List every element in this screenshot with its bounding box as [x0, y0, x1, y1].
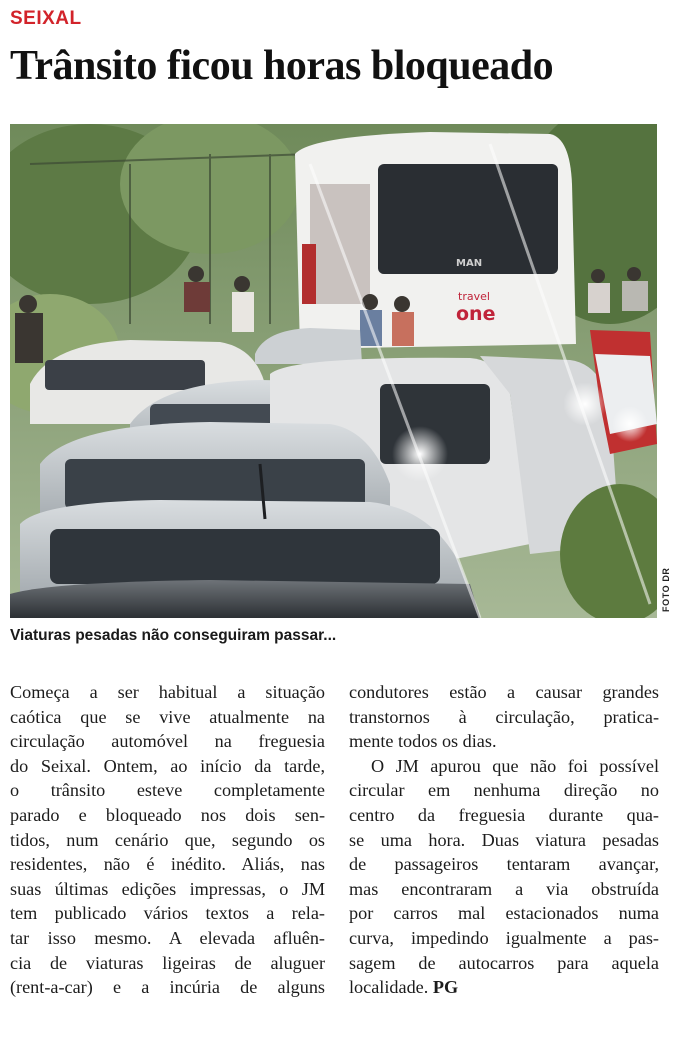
body-line: suas últimas edições impressas, o JM [10, 878, 325, 899]
photo-credit: FOTO DR [661, 567, 671, 612]
body-line: parado e bloqueado nos dois sen- [10, 804, 325, 825]
photo-caption: Viaturas pesadas não conseguiram passar... [10, 627, 337, 644]
body-last-line [349, 975, 659, 1000]
body-line: do Seixal. Ontem, ao início da tarde, [10, 755, 325, 776]
body-line: circulação automóvel na freguesia [10, 731, 325, 752]
bus-brand-text: MAN [456, 258, 483, 269]
body-column-right [349, 680, 659, 1000]
body-line: mas encontraram a via obstruída [349, 878, 659, 899]
body-line: residentes, não é inédito. Aliás, nas [10, 854, 325, 875]
body-line: caótica que se vive atualmente na [10, 706, 325, 727]
body-line: centro da freguesia durante qua- [349, 804, 659, 825]
body-line: o trânsito esteve completamente [10, 780, 325, 801]
body-line: tidos, num cenário que, segundo os [10, 829, 325, 850]
section-kicker: SEIXAL [10, 8, 82, 29]
bus-logo-main: one [456, 303, 496, 325]
article-photo [10, 124, 657, 618]
body-column-left [10, 680, 325, 1000]
headline: Trânsito ficou horas bloqueado [10, 43, 554, 89]
body-line: se uma hora. Duas viatura pesadas [349, 829, 659, 850]
body-line: tem publicado vários textos a rela- [10, 903, 325, 924]
body-line: mente todos os dias. [349, 731, 497, 752]
author-signature: PG [432, 977, 459, 998]
body-line: sagem de autocarros para aquela [349, 952, 659, 973]
body-line: (rent-a-car) e a incúria de alguns [10, 977, 325, 998]
body-line: cia de viaturas ligeiras de aluguer [10, 952, 325, 973]
body-line: tar isso mesmo. A elevada afluên- [10, 927, 325, 948]
body-line: circular em nenhuma direção no [349, 780, 659, 801]
body-line: curva, impedindo igualmente a pas- [349, 927, 659, 948]
body-line: de passageiros tentaram avançar, [349, 854, 659, 875]
body-line: transtornos à circulação, pratica- [349, 706, 659, 727]
body-line: Começa a ser habitual a situação [10, 682, 325, 702]
body-line: condutores estão a causar grandes [349, 682, 659, 702]
body-text: localidade. [349, 977, 429, 998]
body-line: por carros mal estacionados numa [349, 903, 659, 924]
bus-logo-top: travel [458, 290, 490, 303]
body-line: O JM apurou que não foi possível [371, 755, 659, 776]
